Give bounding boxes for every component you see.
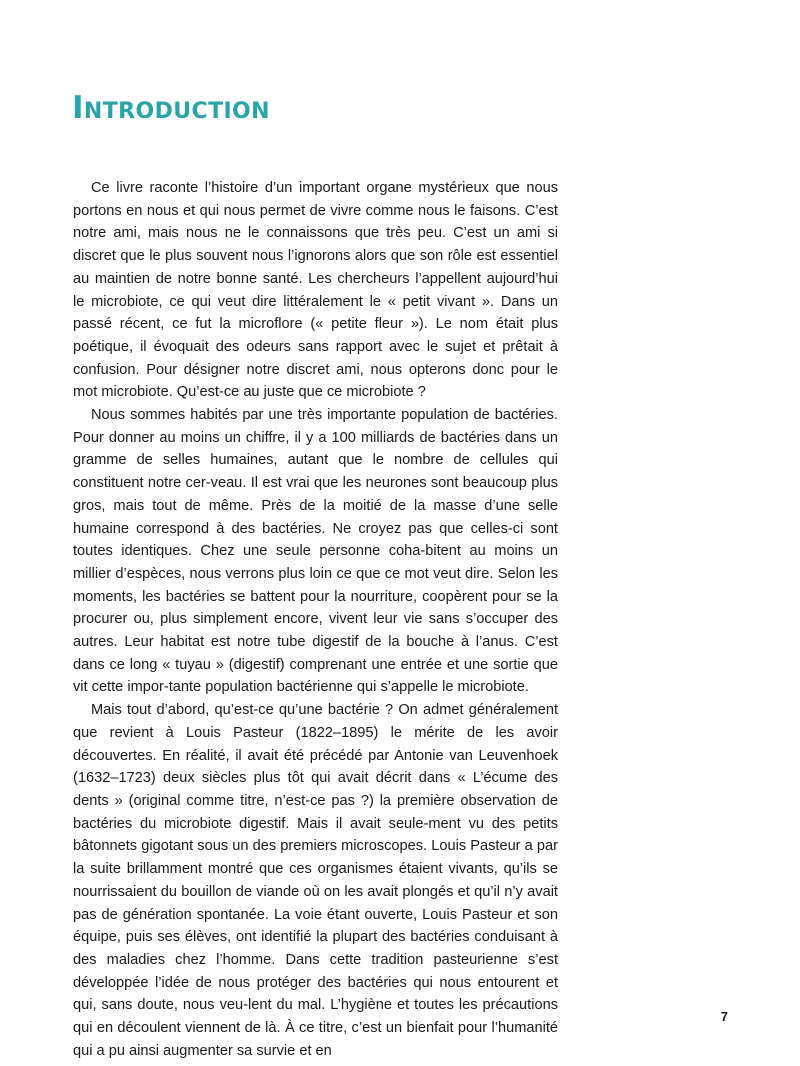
body-text: [73, 177, 558, 1062]
paragraph-2: Nous sommes habités par une très importante population de bactéries. Pour donner au moins un chiffre, il y a 100 milliards de bactéries dans un gramme de selles humaines, autant que le nombre de cellules qui constituent notre cer-veau. Il est vrai que les neurones sont beaucoup plus gros, mais tout de même. Près de la moitié de la masse d’une selle humaine correspond à des bactéries. Ne croyez pas que celles-ci sont toutes identiques. Chez une seule personne coha-bitent au moins un millier d’espèces, nous verrons plus loin ce que ce mot veut dire. Selon les moments, les bactéries se battent pour la nourriture, coopèrent pour se la procurer ou, plus simplement encore, vivent leur vie sans s’occuper des autres. Leur habitat est notre tube digestif de la bouche à l’anus. C’est dans ce long « tuyau » (digestif) comprenant une entrée et une sortie que vit cette impor-tante population bactérienne qui s’appelle le microbiote.: [73, 407, 558, 696]
chapter-title: Introduction: [72, 90, 270, 126]
paragraph-1: Ce livre raconte l’histoire d’un important organe mystérieux que nous portons en nous et qui nous permet de vivre comme nous le faisons. C’est notre ami, mais nous ne le connaissons que très peu. C’est un ami si discret que le plus souvent nous l’ignorons alors que son rôle est essentiel au maintien de notre bonne santé. Les chercheurs l’appellent aujourd’hui le microbiote, ce qui veut dire littéralement le « petit vivant ». Dans un passé récent, ce fut la microflore (« petite fleur »). Le nom était plus poétique, il évoquait des odeurs sans rapport avec le sujet et prêtait à confusion. Pour désigner notre discret ami, nous opterons donc pour le mot microbiote. Qu’est-ce au juste que ce microbiote ?: [73, 180, 558, 401]
paragraph-3: Mais tout d’abord, qu’est-ce qu’une bactérie ? On admet généralement que revient à Louis Pasteur (1822–1895) le mérite de les avoir découvertes. En réalité, il avait été précédé par Antonie van Leuvenhoek (1632–1723) deux siècles plus tôt qui avait décrit dans « L’écume des dents » (original comme titre, n’est-ce pas ?) la première observation de bactéries du microbiote digestif. Mais il avait seule-ment vu des petits bâtonnets gigotant sous un des premiers microscopes. Louis Pasteur a par la suite brillamment montré que ces organismes étaient vivants, qu’ils se nourrissaient du bouillon de viande où on les avait plongés et qu’il n’y avait pas de génération spontanée. La voie étant ouverte, Louis Pasteur et son équipe, puis ses élèves, ont identifié la plupart des bactéries conduisant à des maladies chez l’homme. Dans cette tradition pasteurienne s’est développée l’idée de nous protéger des bactéries qui nous entourent et qui, sans doute, nous veu-lent du mal. L’hygiène et toutes les précautions qui en découlent viennent de là. À ce titre, c’est un bienfait pour l’humanité qui a pu ainsi augmenter sa survie et en: [73, 702, 558, 1059]
page-number: 7: [720, 1009, 728, 1024]
